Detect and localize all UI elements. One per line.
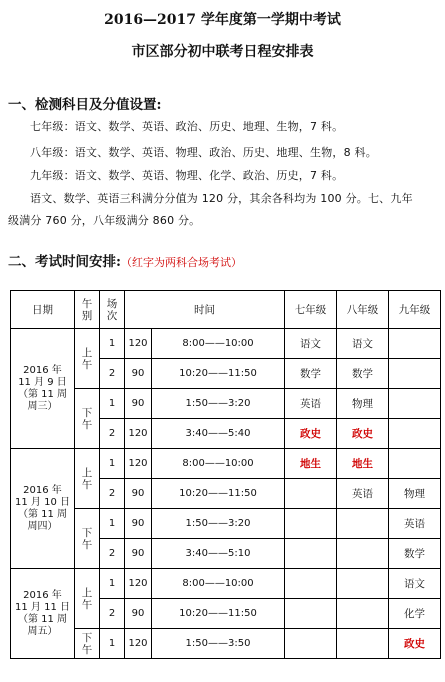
- grade9-cell: 物理: [389, 479, 441, 509]
- grade9-cell: 化学: [389, 599, 441, 629]
- grade7-cell: 政史: [285, 419, 337, 449]
- grade7-cell: [285, 479, 337, 509]
- grade8-cell: [337, 599, 389, 629]
- period-label: 上午: [81, 586, 93, 611]
- grade8-cell: 地生: [337, 449, 389, 479]
- duration-cell: 120: [125, 569, 152, 599]
- session-cell: 1: [100, 389, 125, 419]
- grade8-cell: 政史: [337, 419, 389, 449]
- grade8-cell: 语文: [337, 329, 389, 359]
- session-cell: 1: [100, 509, 125, 539]
- period-label: 上午: [81, 466, 93, 491]
- table-row: [11, 509, 441, 539]
- period-morning: [75, 329, 100, 389]
- duration-cell: 90: [125, 359, 152, 389]
- period-afternoon: [75, 629, 100, 659]
- grade8-cell: 数学: [337, 359, 389, 389]
- header-date: 日期: [11, 291, 75, 329]
- grade8-cell: [337, 629, 389, 659]
- date-cell: [11, 449, 75, 569]
- date-line: 11 月 10 日: [15, 496, 70, 508]
- schedule-note: （红字为两科合场考试）: [120, 256, 242, 269]
- header-period: [75, 291, 100, 329]
- grade7-cell: [285, 629, 337, 659]
- header-session-text: 场次: [106, 297, 118, 322]
- exam-schedule-table: [10, 290, 441, 659]
- grade7-cell: 数学: [285, 359, 337, 389]
- score-description-line2: 级满分 760 分，八年级满分 860 分。: [8, 214, 201, 227]
- period-label: 下午: [81, 406, 93, 431]
- time-cell: 8:00——10:00: [152, 569, 285, 599]
- duration-cell: 120: [125, 629, 152, 659]
- period-morning: [75, 449, 100, 509]
- grade8-cell: [337, 539, 389, 569]
- grade8-cell: 物理: [337, 389, 389, 419]
- period-label: 下午: [81, 631, 93, 656]
- period-afternoon: [75, 509, 100, 569]
- grade9-cell: 英语: [389, 509, 441, 539]
- grade7-cell: [285, 509, 337, 539]
- grade8-cell: [337, 509, 389, 539]
- date-line: 周三）: [27, 400, 58, 412]
- session-cell: 2: [100, 479, 125, 509]
- header-time: 时间: [125, 291, 285, 329]
- period-morning: [75, 569, 100, 629]
- grade9-subjects: 九年级：语文、数学、英语、物理、化学、政治、历史，7 科。: [30, 169, 344, 182]
- date-line: 周四）: [27, 520, 58, 532]
- session-cell: 2: [100, 419, 125, 449]
- time-cell: 1:50——3:20: [152, 509, 285, 539]
- table-row: [11, 329, 441, 359]
- date-line: （第 11 周: [17, 508, 68, 520]
- score-description-line1: 语文、数学、英语三科满分分值为 120 分，其余各科均为 100 分。七、九年: [30, 192, 413, 205]
- schedule-heading-text: 二、考试时间安排:: [8, 254, 121, 270]
- header-grade9: 九年级: [389, 291, 441, 329]
- session-cell: 1: [100, 569, 125, 599]
- grade7-cell: 地生: [285, 449, 337, 479]
- grade9-cell: 数学: [389, 539, 441, 569]
- time-cell: 8:00——10:00: [152, 329, 285, 359]
- session-cell: 1: [100, 329, 125, 359]
- time-cell: 3:40——5:10: [152, 539, 285, 569]
- grade9-cell: [389, 419, 441, 449]
- date-line: 11 月 11 日: [15, 601, 70, 613]
- grade7-cell: [285, 539, 337, 569]
- grade9-cell: [389, 329, 441, 359]
- time-cell: 1:50——3:20: [152, 389, 285, 419]
- time-cell: 10:20——11:50: [152, 479, 285, 509]
- duration-cell: 90: [125, 599, 152, 629]
- grade8-cell: [337, 569, 389, 599]
- time-cell: 10:20——11:50: [152, 359, 285, 389]
- date-line: 11 月 9 日: [18, 376, 67, 388]
- grade7-subjects: 七年级：语文、数学、英语、政治、历史、地理、生物，7 科。: [30, 120, 344, 133]
- table-row: [11, 389, 441, 419]
- duration-cell: 120: [125, 449, 152, 479]
- time-cell: 3:40——5:40: [152, 419, 285, 449]
- session-cell: 2: [100, 359, 125, 389]
- grade9-cell: [389, 389, 441, 419]
- period-afternoon: [75, 389, 100, 449]
- date-line: 周五）: [27, 625, 58, 637]
- date-cell: [11, 329, 75, 449]
- time-cell: 10:20——11:50: [152, 599, 285, 629]
- duration-cell: 120: [125, 329, 152, 359]
- grade8-subjects: 八年级：语文、数学、英语、物理、政治、历史、地理、生物，8 科。: [30, 146, 377, 159]
- grade7-cell: [285, 599, 337, 629]
- table-row: [11, 449, 441, 479]
- duration-cell: 120: [125, 419, 152, 449]
- time-cell: 8:00——10:00: [152, 449, 285, 479]
- duration-cell: 90: [125, 479, 152, 509]
- session-cell: 1: [100, 629, 125, 659]
- session-cell: 1: [100, 449, 125, 479]
- grade9-cell: 语文: [389, 569, 441, 599]
- date-line: 2016 年: [23, 589, 62, 601]
- session-cell: 2: [100, 539, 125, 569]
- date-cell: [11, 569, 75, 659]
- grade9-cell: [389, 449, 441, 479]
- header-grade7: 七年级: [285, 291, 337, 329]
- date-line: 2016 年: [23, 364, 62, 376]
- table-row: [11, 629, 441, 659]
- date-line: （第 11 周: [17, 388, 68, 400]
- duration-cell: 90: [125, 389, 152, 419]
- document-title: 2016—2017 学年度第一学期中考试: [104, 12, 341, 28]
- period-label: 上午: [81, 346, 93, 371]
- duration-cell: 90: [125, 509, 152, 539]
- document-subtitle: 市区部分初中联考日程安排表: [131, 44, 314, 60]
- session-cell: 2: [100, 599, 125, 629]
- grade8-cell: 英语: [337, 479, 389, 509]
- grade7-cell: [285, 569, 337, 599]
- period-label: 下午: [81, 526, 93, 551]
- date-line: 2016 年: [23, 484, 62, 496]
- date-line: （第 11 周: [17, 613, 68, 625]
- grade9-cell: [389, 359, 441, 389]
- section-heading-subjects: 一、检测科目及分值设置:: [8, 97, 162, 113]
- time-cell: 1:50——3:50: [152, 629, 285, 659]
- table-header-row: [11, 291, 441, 329]
- header-session: [100, 291, 125, 329]
- duration-cell: 90: [125, 539, 152, 569]
- section-heading-schedule: [8, 250, 242, 270]
- table-row: [11, 569, 441, 599]
- grade9-cell: 政史: [389, 629, 441, 659]
- header-period-text: 午别: [81, 297, 93, 322]
- grade7-cell: 英语: [285, 389, 337, 419]
- header-grade8: 八年级: [337, 291, 389, 329]
- grade7-cell: 语文: [285, 329, 337, 359]
